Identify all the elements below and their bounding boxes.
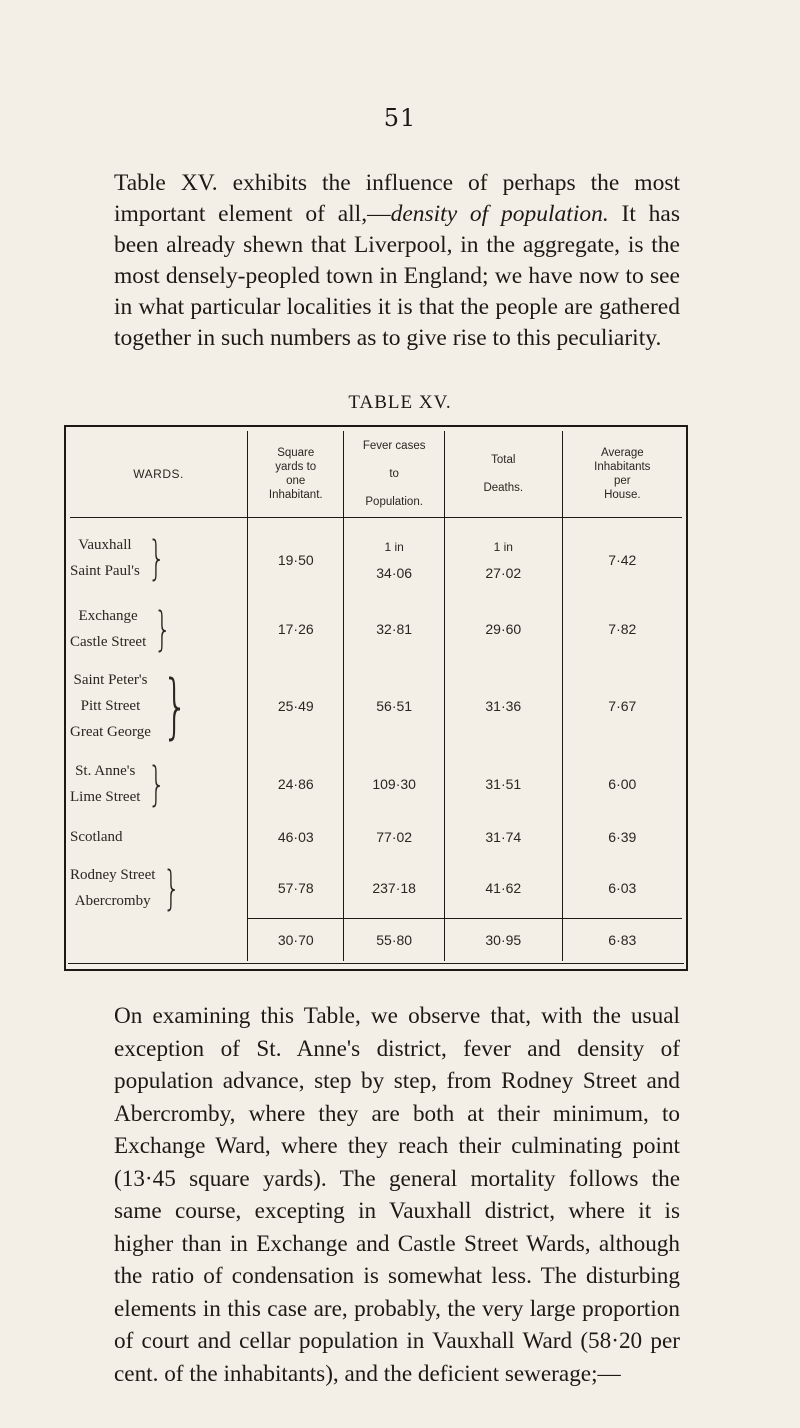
- ward-group-cell: [70, 518, 248, 598]
- ward-name: Vauxhall: [78, 536, 132, 553]
- cell-value: 6·83: [608, 931, 637, 948]
- ward-name: Pitt Street: [80, 698, 141, 715]
- header-line: Total: [491, 454, 516, 466]
- table-title: TABLE XV.: [348, 392, 452, 413]
- brace-icon: }: [161, 665, 189, 748]
- header-wards: WARDS.: [70, 431, 248, 518]
- cell-value: 77·02: [376, 828, 413, 845]
- table-row: [70, 518, 682, 598]
- deaths-cell: [444, 597, 562, 660]
- header-line: to: [389, 468, 399, 480]
- cell-value: 31·74: [485, 828, 522, 845]
- square-yards-cell: [248, 858, 344, 919]
- average-cell: [562, 660, 682, 752]
- deaths-cell: [444, 816, 562, 858]
- intro-text-before: Table XV. exhibits the influence of perhaps the most important element of all,—: [114, 170, 680, 227]
- average-cell: [562, 597, 682, 660]
- average-cell: [562, 816, 682, 858]
- brace-icon: }: [148, 757, 166, 812]
- total-deaths-cell: [444, 918, 562, 961]
- average-cell: [562, 753, 682, 816]
- ward-group-cell: [70, 753, 248, 816]
- cell-value: 57·78: [277, 879, 314, 896]
- table-row: [70, 753, 682, 816]
- header-total-deaths: [444, 431, 562, 518]
- cell-value: 7·82: [608, 620, 637, 637]
- header-line: Fever cases: [362, 440, 426, 452]
- fever-cell: [344, 753, 445, 816]
- cell-value: 7·42: [608, 551, 637, 568]
- header-line: Inhabitant.: [268, 489, 323, 501]
- cell-value: 30·95: [485, 931, 522, 948]
- ward-name: Saint Paul's: [70, 562, 140, 579]
- ward-name: Great George: [70, 724, 151, 741]
- page-number: 51: [383, 104, 417, 132]
- fever-cell: [344, 858, 445, 919]
- total-average-cell: [562, 918, 682, 961]
- header-line: Population.: [365, 496, 423, 508]
- header-average-inhabitants: [562, 431, 682, 518]
- cell-value: 109·30: [372, 776, 416, 793]
- ward-name: Castle Street: [70, 633, 147, 650]
- cell-value: 17·26: [277, 620, 314, 637]
- square-yards-cell: [248, 518, 344, 598]
- cell-value: 6·03: [608, 879, 637, 896]
- cell-value: 237·18: [372, 879, 416, 896]
- cell-value: 27·02: [485, 564, 522, 581]
- totals-blank-cell: [70, 918, 248, 961]
- average-cell: [562, 858, 682, 919]
- table-row: [70, 816, 682, 858]
- average-cell: [562, 518, 682, 598]
- fever-cell: [344, 816, 445, 858]
- square-yards-cell: [248, 753, 344, 816]
- ward-group-cell: [70, 660, 248, 752]
- header-fever-cases: [344, 431, 445, 518]
- deaths-cell: [444, 660, 562, 752]
- ward-group-cell: [70, 597, 248, 660]
- cell-value: 31·36: [485, 698, 522, 715]
- brace-icon: }: [154, 601, 172, 656]
- table-header-row: [70, 431, 682, 518]
- fever-cell: [344, 660, 445, 752]
- cell-value: 29·60: [485, 620, 522, 637]
- brace-icon: }: [163, 860, 181, 915]
- deaths-cell: [444, 518, 562, 598]
- fever-cell: [344, 518, 445, 598]
- cell-value: 41·62: [485, 879, 522, 896]
- ratio-prefix: 1 in: [384, 539, 404, 554]
- deaths-cell: [444, 753, 562, 816]
- ward-name: Rodney Street: [70, 866, 156, 883]
- ward-group-cell: [70, 858, 248, 919]
- cell-value: 31·51: [485, 776, 522, 793]
- total-square-yards-cell: [248, 918, 344, 961]
- cell-value: 19·50: [277, 551, 314, 568]
- cell-value: 32·81: [376, 620, 413, 637]
- ward-name: Saint Peter's: [73, 672, 148, 689]
- table-row: [70, 660, 682, 752]
- fever-cell: [344, 597, 445, 660]
- density-table: [70, 431, 682, 961]
- totals-row: [70, 918, 682, 961]
- cell-value: 30·70: [277, 931, 314, 948]
- cell-value: 24·86: [277, 776, 314, 793]
- square-yards-cell: [248, 660, 344, 752]
- cell-value: 25·49: [277, 698, 314, 715]
- ratio-prefix: 1 in: [493, 539, 513, 554]
- total-fever-cell: [344, 918, 445, 961]
- header-square-yards: [248, 431, 344, 518]
- header-line: Square: [277, 447, 315, 459]
- cell-value: 34·06: [376, 564, 413, 581]
- ward-name: St. Anne's: [75, 763, 136, 780]
- intro-emphasis: density of population.: [390, 201, 609, 227]
- cell-value: 6·00: [608, 776, 637, 793]
- ward-name: Lime Street: [70, 789, 141, 806]
- intro-paragraph: [114, 168, 680, 354]
- header-line: Average: [600, 447, 644, 459]
- square-yards-cell: [248, 816, 344, 858]
- brace-icon: }: [147, 530, 166, 585]
- table-row: [70, 858, 682, 919]
- ward-name: Abercromby: [74, 892, 151, 909]
- closing-paragraph: On examining this Table, we observe that, with the usual exception of St. Anne's district, fever and density of population advance, step by step, from Rodney Street and Abercromby, where they are both at their minimum, to Exchange Ward, where they reach their culminating point (13·45 square yards). The general mortality follows the same course, excepting in Vauxhall district, where it is higher than in Exchange and Castle Street Wards, although the ratio of condensation is somewhat less. The disturbing elements in this case are, probably, the very large proportion of court and cellar population in Vauxhall Ward (58·20 per cent. of the inhabitants), and the deficient sewerage;—: [114, 1003, 680, 1387]
- header-line: Deaths.: [483, 482, 524, 494]
- cell-value: 46·03: [277, 828, 314, 845]
- header-line: per: [614, 475, 631, 487]
- header-line: yards to: [275, 461, 317, 473]
- deaths-cell: [444, 858, 562, 919]
- cell-value: 56·51: [376, 698, 413, 715]
- ward-name: Scotland: [70, 828, 123, 845]
- table-row: [70, 597, 682, 660]
- ward-group-cell: [70, 816, 248, 858]
- cell-value: 6·39: [608, 828, 637, 845]
- table-frame: [64, 425, 688, 971]
- cell-value: 55·80: [376, 931, 413, 948]
- header-line: Inhabitants: [594, 461, 651, 473]
- square-yards-cell: [248, 597, 344, 660]
- ward-name: Exchange: [78, 607, 138, 624]
- header-line: House.: [604, 489, 641, 501]
- header-line: one: [286, 475, 306, 487]
- intro-text-after: It has been already shewn that Liverpool, in the aggregate, is the most densely-peopled town in England; we have now to see in what particular localities it is that the people are gathered together in such numbers as to give rise to this peculiarity.: [114, 201, 680, 351]
- cell-value: 7·67: [608, 698, 637, 715]
